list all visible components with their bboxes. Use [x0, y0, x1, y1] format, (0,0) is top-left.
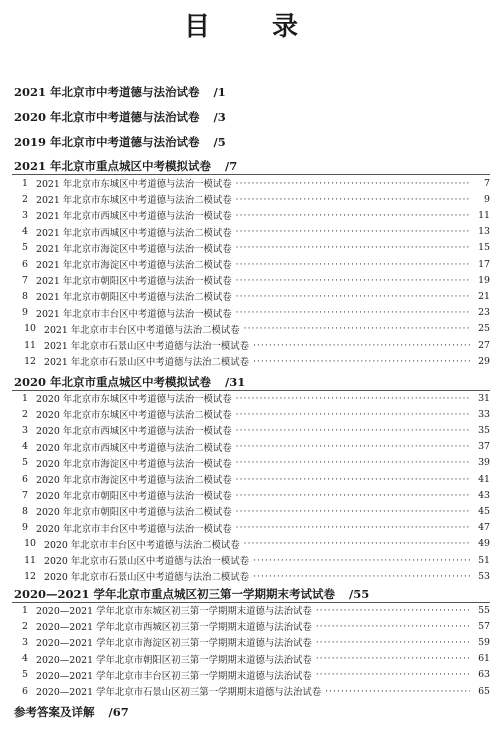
item-page: 25	[478, 323, 490, 335]
toc-item[interactable]	[14, 241, 490, 255]
item-page: 35	[478, 424, 490, 436]
group-page: /31	[225, 375, 246, 389]
item-page: 59	[478, 636, 490, 648]
group-page: /7	[225, 159, 238, 173]
item-page: 23	[478, 307, 490, 319]
toc-item[interactable]	[14, 521, 490, 535]
item-title: 2021 年北京市东城区中考道德与法治一模试卷	[36, 179, 232, 190]
dot-leader	[236, 226, 470, 237]
item-page: 61	[478, 653, 490, 665]
item-number: 1	[22, 392, 28, 404]
toc-section-2021-exam[interactable]	[14, 84, 226, 100]
item-number: 1	[22, 177, 28, 189]
dot-leader	[236, 425, 470, 436]
item-page: 49	[478, 538, 490, 550]
dot-leader	[236, 307, 470, 318]
item-title: 2021 年北京市东城区中考道德与法治二模试卷	[36, 195, 232, 207]
item-number: 8	[22, 505, 28, 517]
item-title: 2021 年北京市西城区中考道德与法治一模试卷	[36, 211, 232, 223]
dot-leader	[316, 621, 470, 632]
toc-item[interactable]	[14, 338, 490, 352]
item-title: 2020—2021 学年北京市西城区初三第一学期期末道德与法治试卷	[36, 622, 312, 634]
toc-item[interactable]	[14, 553, 490, 567]
dot-leader	[253, 555, 470, 566]
page-title: 目 录	[183, 12, 316, 42]
item-number: 12	[24, 570, 36, 582]
toc-item[interactable]	[14, 176, 490, 190]
item-title: 2020 年北京市西城区中考道德与法治二模试卷	[36, 442, 232, 454]
toc-item[interactable]	[14, 684, 490, 698]
toc-group-2020-2021-final[interactable]	[14, 586, 369, 602]
dot-leader	[253, 356, 470, 367]
toc-item[interactable]	[14, 472, 490, 486]
group-page: /55	[349, 587, 370, 601]
toc-item[interactable]	[14, 306, 490, 320]
dot-leader	[316, 637, 470, 648]
toc-item[interactable]	[14, 391, 490, 405]
dot-leader	[236, 259, 470, 270]
dot-leader	[236, 242, 470, 253]
toc-item[interactable]	[14, 668, 490, 682]
toc-item[interactable]	[14, 504, 490, 518]
item-number: 5	[22, 242, 28, 254]
item-title: 2021 年北京市石景山区中考道德与法治一模试卷	[44, 341, 249, 352]
toc-item[interactable]	[14, 440, 490, 454]
item-page: 65	[478, 685, 490, 697]
item-title: 2020—2021 学年北京市石景山区初三第一学期期末道德与法治试卷	[36, 687, 322, 698]
dot-leader	[253, 571, 470, 582]
item-number: 2	[22, 408, 28, 420]
item-title: 2020 年北京市丰台区中考道德与法治二模试卷	[44, 539, 240, 551]
item-page: 21	[478, 290, 490, 302]
item-title: 2020 年北京市西城区中考道德与法治一模试卷	[36, 426, 232, 438]
item-page: 33	[478, 408, 490, 420]
item-number: 10	[24, 538, 36, 550]
item-number: 7	[22, 489, 28, 501]
toc-item[interactable]	[14, 603, 490, 617]
item-title: 2020 年北京市朝阳区中考道德与法治一模试卷	[36, 491, 232, 503]
toc-item[interactable]	[14, 322, 490, 336]
item-number: 9	[22, 307, 28, 319]
item-title: 2020 年北京市丰台区中考道德与法治一模试卷	[36, 523, 232, 535]
item-number: 9	[22, 522, 28, 534]
toc-group-2020-mock[interactable]	[14, 374, 245, 390]
dot-leader	[236, 210, 470, 221]
toc-item[interactable]	[14, 354, 490, 368]
item-number: 2	[22, 620, 28, 632]
toc-item[interactable]	[14, 208, 490, 222]
item-page: 29	[478, 355, 490, 367]
item-page: 27	[478, 339, 490, 351]
item-title: 2021 年北京市海淀区中考道德与法治一模试卷	[36, 243, 232, 255]
item-page: 47	[478, 522, 490, 534]
dot-leader	[244, 538, 470, 549]
toc-item[interactable]	[14, 652, 490, 666]
toc-item[interactable]	[14, 635, 490, 649]
toc-section-2019-exam[interactable]	[14, 134, 226, 150]
item-title: 2020—2021 学年北京市东城区初三第一学期期末道德与法治试卷	[36, 606, 312, 617]
item-title: 2020—2021 学年北京市朝阳区初三第一学期期末道德与法治试卷	[36, 654, 312, 666]
item-title: 2020 年北京市海淀区中考道德与法治二模试卷	[36, 475, 232, 486]
toc-section-2020-exam[interactable]	[14, 109, 226, 125]
item-number: 5	[22, 669, 28, 681]
item-title: 2021 年北京市丰台区中考道德与法治二模试卷	[44, 324, 240, 336]
item-title: 2021 年北京市丰台区中考道德与法治一模试卷	[36, 308, 232, 320]
item-number: 5	[22, 457, 28, 469]
item-title: 2020 年北京市海淀区中考道德与法治一模试卷	[36, 458, 232, 470]
item-title: 2020 年北京市东城区中考道德与法治二模试卷	[36, 410, 232, 422]
section-page: /1	[213, 85, 226, 99]
item-page: 15	[478, 242, 490, 254]
item-number: 4	[22, 226, 28, 238]
item-number: 7	[22, 274, 28, 286]
item-title: 2020 年北京市石景山区中考道德与法治二模试卷	[44, 572, 249, 584]
dot-leader	[236, 441, 470, 452]
item-title: 2020 年北京市朝阳区中考道德与法治二模试卷	[36, 507, 232, 519]
dot-leader	[236, 457, 470, 468]
toc-item[interactable]	[14, 423, 490, 437]
item-page: 51	[478, 554, 490, 566]
toc-group-2021-mock[interactable]	[14, 158, 237, 174]
dot-leader	[236, 409, 470, 420]
group-divider	[12, 174, 490, 175]
item-title: 2020 年北京市石景山区中考道德与法治一模试卷	[44, 556, 249, 567]
dot-leader	[253, 340, 470, 351]
item-title: 2021 年北京市朝阳区中考道德与法治二模试卷	[36, 292, 232, 304]
item-page: 9	[484, 193, 490, 205]
item-page: 17	[478, 258, 490, 270]
item-number: 6	[22, 258, 28, 270]
toc-item[interactable]	[14, 273, 490, 287]
item-number: 4	[22, 441, 28, 453]
item-number: 11	[24, 554, 36, 566]
item-page: 45	[478, 505, 490, 517]
item-number: 3	[22, 424, 28, 436]
item-title: 2020—2021 学年北京市丰台区初三第一学期期末道德与法治试卷	[36, 670, 312, 682]
item-page: 37	[478, 441, 490, 453]
dot-leader	[236, 291, 470, 302]
toc-item[interactable]	[14, 289, 490, 303]
item-page: 31	[478, 392, 490, 404]
item-number: 2	[22, 193, 28, 205]
toc-item[interactable]	[14, 619, 490, 633]
toc-item[interactable]	[14, 225, 490, 239]
group-label: 2021 年北京市重点城区中考模拟试卷	[14, 159, 212, 173]
answers-label: 参考答案及详解	[14, 705, 95, 719]
dot-leader	[316, 669, 470, 680]
dot-leader	[244, 323, 470, 334]
dot-leader	[236, 506, 470, 517]
dot-leader	[236, 522, 470, 533]
section-label: 2020 年北京市中考道德与法治试卷	[14, 110, 200, 124]
item-page: 13	[478, 226, 490, 238]
item-title: 2021 年北京市石景山区中考道德与法治二模试卷	[44, 357, 249, 369]
toc-item[interactable]	[14, 192, 490, 206]
item-page: 57	[478, 620, 490, 632]
item-title: 2020 年北京市东城区中考道德与法治一模试卷	[36, 394, 232, 405]
item-title: 2021 年北京市海淀区中考道德与法治二模试卷	[36, 260, 232, 271]
item-number: 4	[22, 653, 28, 665]
toc-item[interactable]	[14, 456, 490, 470]
item-page: 53	[478, 570, 490, 582]
item-number: 8	[22, 290, 28, 302]
toc-item[interactable]	[14, 569, 490, 583]
dot-leader	[236, 393, 470, 404]
item-number: 10	[24, 323, 36, 335]
dot-leader	[236, 490, 470, 501]
item-page: 39	[478, 457, 490, 469]
item-number: 3	[22, 209, 28, 221]
item-page: 43	[478, 489, 490, 501]
toc-item[interactable]	[14, 407, 490, 421]
dot-leader	[236, 275, 470, 286]
item-page: 19	[478, 274, 490, 286]
group-label: 2020 年北京市重点城区中考模拟试卷	[14, 375, 212, 389]
toc-answers[interactable]	[14, 704, 129, 720]
group-label: 2020—2021 学年北京市重点城区初三第一学期期末考试试卷	[14, 587, 336, 601]
item-page: 7	[484, 177, 490, 189]
item-number: 6	[22, 473, 28, 485]
dot-leader	[316, 653, 470, 664]
dot-leader	[236, 178, 470, 189]
item-title: 2021 年北京市朝阳区中考道德与法治一模试卷	[36, 276, 232, 288]
toc-item[interactable]	[14, 488, 490, 502]
dot-leader	[236, 474, 470, 485]
item-number: 3	[22, 636, 28, 648]
dot-leader	[325, 686, 470, 697]
item-title: 2020—2021 学年北京市海淀区初三第一学期期末道德与法治试卷	[36, 638, 312, 650]
section-label: 2021 年北京市中考道德与法治试卷	[14, 85, 200, 99]
item-page: 55	[478, 604, 490, 616]
dot-leader	[316, 605, 470, 616]
toc-item[interactable]	[14, 257, 490, 271]
section-label: 2019 年北京市中考道德与法治试卷	[14, 135, 200, 149]
item-number: 12	[24, 355, 36, 367]
item-page: 11	[478, 209, 490, 221]
item-number: 1	[22, 604, 28, 616]
item-number: 6	[22, 685, 28, 697]
item-page: 41	[478, 473, 490, 485]
item-title: 2021 年北京市西城区中考道德与法治二模试卷	[36, 227, 232, 239]
toc-item[interactable]	[14, 537, 490, 551]
section-page: /5	[213, 135, 226, 149]
answers-page: /67	[108, 705, 129, 719]
section-page: /3	[213, 110, 226, 124]
dot-leader	[236, 194, 470, 205]
item-number: 11	[24, 339, 36, 351]
item-page: 63	[478, 669, 490, 681]
